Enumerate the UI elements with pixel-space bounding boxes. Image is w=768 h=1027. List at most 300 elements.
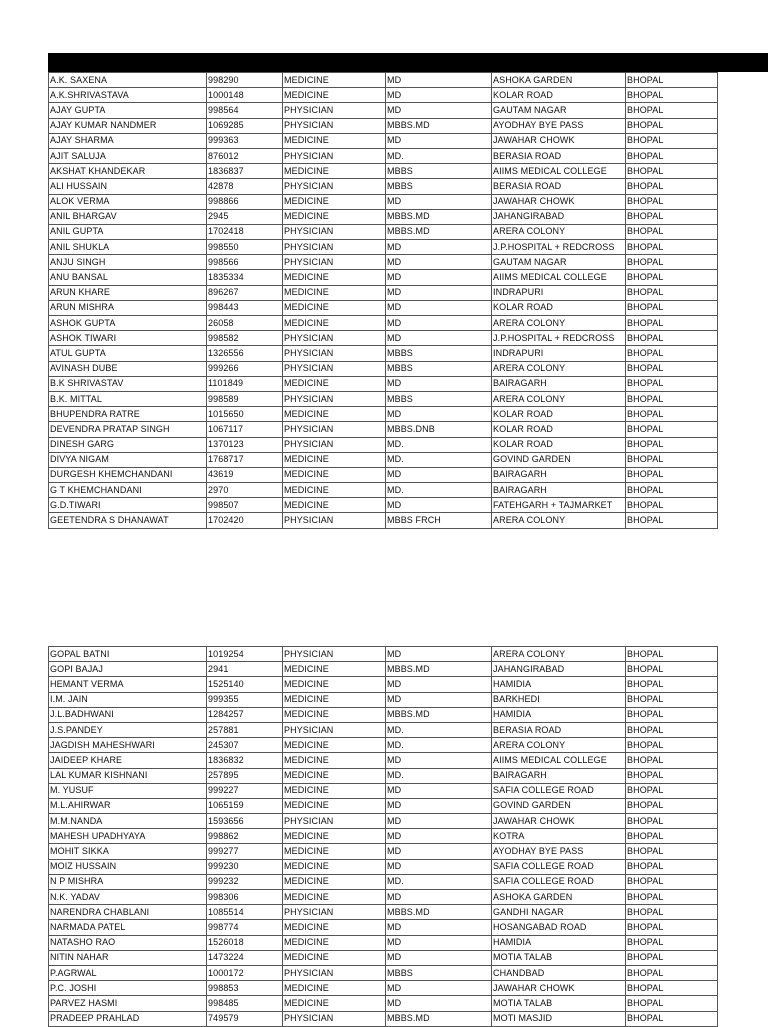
city-cell: BHOPAL	[626, 376, 718, 391]
doctor-name-cell: P.C. JOSHI	[49, 981, 207, 996]
doctor-name-cell: P.AGRWAL	[49, 965, 207, 980]
qualification-cell: MD	[386, 270, 492, 285]
qualification-cell: MD	[386, 647, 492, 662]
specialty-cell: MEDICINE	[283, 133, 386, 148]
city-cell: BHOPAL	[626, 890, 718, 905]
specialty-cell: MEDICINE	[283, 300, 386, 315]
specialty-cell: MEDICINE	[283, 88, 386, 103]
table-row	[49, 285, 718, 300]
doctor-name-cell: ATUL GUPTA	[49, 346, 207, 361]
specialty-cell: PHYSICIAN	[283, 722, 386, 737]
city-cell: BHOPAL	[626, 255, 718, 270]
address-cell: BERASIA ROAD	[492, 148, 626, 163]
address-cell: JAWAHAR CHOWK	[492, 133, 626, 148]
specialty-cell: PHYSICIAN	[283, 422, 386, 437]
registration-number-cell: 43619	[207, 467, 283, 482]
qualification-cell: MD.	[386, 722, 492, 737]
qualification-cell: MD.	[386, 874, 492, 889]
registration-number-cell: 749579	[207, 1011, 283, 1026]
specialty-cell: MEDICINE	[283, 920, 386, 935]
specialty-cell: MEDICINE	[283, 783, 386, 798]
qualification-cell: MD	[386, 498, 492, 513]
table-row	[49, 437, 718, 452]
registration-number-cell: 999363	[207, 133, 283, 148]
city-cell: BHOPAL	[626, 950, 718, 965]
address-cell: ARERA COLONY	[492, 316, 626, 331]
qualification-cell: MD	[386, 829, 492, 844]
city-cell: BHOPAL	[626, 753, 718, 768]
qualification-cell: MD	[386, 300, 492, 315]
specialty-cell: PHYSICIAN	[283, 331, 386, 346]
address-cell: SAFIA COLLEGE ROAD	[492, 859, 626, 874]
address-cell: AIIMS MEDICAL COLLEGE	[492, 270, 626, 285]
city-cell: BHOPAL	[626, 996, 718, 1011]
table-row	[49, 844, 718, 859]
doctor-name-cell: J.L.BADHWANI	[49, 707, 207, 722]
table-row	[49, 513, 718, 528]
qualification-cell: MBBS FRCH	[386, 513, 492, 528]
qualification-cell: MD.	[386, 483, 492, 498]
table-row	[49, 768, 718, 783]
table-row	[49, 331, 718, 346]
specialty-cell: MEDICINE	[283, 270, 386, 285]
qualification-cell: MD	[386, 316, 492, 331]
doctor-name-cell: GOPAL BATNI	[49, 647, 207, 662]
city-cell: BHOPAL	[626, 422, 718, 437]
city-cell: BHOPAL	[626, 73, 718, 88]
doctor-name-cell: G T KHEMCHANDANI	[49, 483, 207, 498]
registration-number-cell: 1836832	[207, 753, 283, 768]
table-row	[49, 407, 718, 422]
specialty-cell: MEDICINE	[283, 194, 386, 209]
registration-number-cell: 896267	[207, 285, 283, 300]
table-row	[49, 483, 718, 498]
address-cell: JAWAHAR CHOWK	[492, 194, 626, 209]
table-row	[49, 452, 718, 467]
table-row	[49, 270, 718, 285]
city-cell: BHOPAL	[626, 133, 718, 148]
qualification-cell: MD	[386, 255, 492, 270]
specialty-cell: MEDICINE	[283, 498, 386, 513]
specialty-cell: MEDICINE	[283, 677, 386, 692]
address-cell: ARERA COLONY	[492, 513, 626, 528]
table-row	[49, 209, 718, 224]
doctor-name-cell: J.S.PANDEY	[49, 722, 207, 737]
registration-number-cell: 1526018	[207, 935, 283, 950]
qualification-cell: MD	[386, 981, 492, 996]
table-row	[49, 722, 718, 737]
qualification-cell: MD	[386, 753, 492, 768]
city-cell: BHOPAL	[626, 920, 718, 935]
physician-table-2	[48, 646, 718, 1027]
address-cell: GAUTAM NAGAR	[492, 255, 626, 270]
table-row	[49, 240, 718, 255]
doctor-name-cell: AKSHAT KHANDEKAR	[49, 164, 207, 179]
city-cell: BHOPAL	[626, 707, 718, 722]
doctor-name-cell: HEMANT VERMA	[49, 677, 207, 692]
specialty-cell: MEDICINE	[283, 935, 386, 950]
specialty-cell: PHYSICIAN	[283, 513, 386, 528]
city-cell: BHOPAL	[626, 194, 718, 209]
address-cell: BAIRAGARH	[492, 768, 626, 783]
address-cell: JAHANGIRABAD	[492, 209, 626, 224]
registration-number-cell: 876012	[207, 148, 283, 163]
city-cell: BHOPAL	[626, 316, 718, 331]
qualification-cell: MD	[386, 407, 492, 422]
registration-number-cell: 1768717	[207, 452, 283, 467]
qualification-cell: MD	[386, 814, 492, 829]
specialty-cell: MEDICINE	[283, 890, 386, 905]
address-cell: GANDHI NAGAR	[492, 905, 626, 920]
doctor-name-cell: DIVYA NIGAM	[49, 452, 207, 467]
specialty-cell: MEDICINE	[283, 73, 386, 88]
city-cell: BHOPAL	[626, 662, 718, 677]
registration-number-cell: 998550	[207, 240, 283, 255]
doctor-name-cell: I.M. JAIN	[49, 692, 207, 707]
city-cell: BHOPAL	[626, 437, 718, 452]
city-cell: BHOPAL	[626, 467, 718, 482]
registration-number-cell: 998866	[207, 194, 283, 209]
address-cell: KOTRA	[492, 829, 626, 844]
registration-number-cell: 998862	[207, 829, 283, 844]
address-cell: CHANDBAD	[492, 965, 626, 980]
doctor-name-cell: NITIN NAHAR	[49, 950, 207, 965]
table-row	[49, 707, 718, 722]
address-cell: SAFIA COLLEGE ROAD	[492, 874, 626, 889]
qualification-cell: MD	[386, 798, 492, 813]
qualification-cell: MD	[386, 996, 492, 1011]
qualification-cell: MBBS.MD	[386, 662, 492, 677]
address-cell: FATEHGARH + TAJMARKET	[492, 498, 626, 513]
registration-number-cell: 1284257	[207, 707, 283, 722]
doctor-name-cell: N.K. YADAV	[49, 890, 207, 905]
registration-number-cell: 1065159	[207, 798, 283, 813]
registration-number-cell: 2970	[207, 483, 283, 498]
doctor-name-cell: LAL KUMAR KISHNANI	[49, 768, 207, 783]
specialty-cell: MEDICINE	[283, 376, 386, 391]
doctor-name-cell: DEVENDRA PRATAP SINGH	[49, 422, 207, 437]
registration-number-cell: 999266	[207, 361, 283, 376]
city-cell: BHOPAL	[626, 844, 718, 859]
registration-number-cell: 998443	[207, 300, 283, 315]
table-row	[49, 255, 718, 270]
address-cell: HAMIDIA	[492, 707, 626, 722]
specialty-cell: PHYSICIAN	[283, 224, 386, 239]
specialty-cell: PHYSICIAN	[283, 103, 386, 118]
doctor-name-cell: M.L.AHIRWAR	[49, 798, 207, 813]
table-row	[49, 346, 718, 361]
qualification-cell: MD	[386, 677, 492, 692]
registration-number-cell: 998290	[207, 73, 283, 88]
doctor-name-cell: BHUPENDRA RATRE	[49, 407, 207, 422]
address-cell: ARERA COLONY	[492, 224, 626, 239]
registration-number-cell: 1000148	[207, 88, 283, 103]
city-cell: BHOPAL	[626, 513, 718, 528]
address-cell: AYODHAY BYE PASS	[492, 844, 626, 859]
registration-number-cell: 998564	[207, 103, 283, 118]
city-cell: BHOPAL	[626, 677, 718, 692]
specialty-cell: MEDICINE	[283, 483, 386, 498]
city-cell: BHOPAL	[626, 391, 718, 406]
table-row	[49, 133, 718, 148]
registration-number-cell: 1593656	[207, 814, 283, 829]
specialty-cell: PHYSICIAN	[283, 814, 386, 829]
table-row	[49, 920, 718, 935]
table-row	[49, 753, 718, 768]
table-row	[49, 677, 718, 692]
registration-number-cell: 257895	[207, 768, 283, 783]
qualification-cell: MBBS	[386, 361, 492, 376]
qualification-cell: MD.	[386, 768, 492, 783]
address-cell: KOLAR ROAD	[492, 422, 626, 437]
qualification-cell: MBBS.MD	[386, 707, 492, 722]
registration-number-cell: 1085514	[207, 905, 283, 920]
address-cell: ARERA COLONY	[492, 391, 626, 406]
doctor-name-cell: DURGESH KHEMCHANDANI	[49, 467, 207, 482]
city-cell: BHOPAL	[626, 483, 718, 498]
specialty-cell: PHYSICIAN	[283, 240, 386, 255]
city-cell: BHOPAL	[626, 738, 718, 753]
doctor-name-cell: ASHOK GUPTA	[49, 316, 207, 331]
doctor-name-cell: AJAY GUPTA	[49, 103, 207, 118]
registration-number-cell: 245307	[207, 738, 283, 753]
doctor-name-cell: G.D.TIWARI	[49, 498, 207, 513]
address-cell: BAIRAGARH	[492, 467, 626, 482]
registration-number-cell: 998507	[207, 498, 283, 513]
qualification-cell: MBBS.MD	[386, 905, 492, 920]
qualification-cell: MBBS	[386, 965, 492, 980]
table-row	[49, 859, 718, 874]
doctor-name-cell: ALI HUSSAIN	[49, 179, 207, 194]
table-row	[49, 148, 718, 163]
address-cell: HAMIDIA	[492, 677, 626, 692]
city-cell: BHOPAL	[626, 1011, 718, 1026]
doctor-name-cell: AVINASH DUBE	[49, 361, 207, 376]
table-row	[49, 422, 718, 437]
specialty-cell: PHYSICIAN	[283, 391, 386, 406]
doctor-name-cell: ARUN MISHRA	[49, 300, 207, 315]
qualification-cell: MD.	[386, 437, 492, 452]
doctor-name-cell: A.K. SAXENA	[49, 73, 207, 88]
city-cell: BHOPAL	[626, 103, 718, 118]
city-cell: BHOPAL	[626, 452, 718, 467]
doctor-name-cell: ALOK VERMA	[49, 194, 207, 209]
specialty-cell: MEDICINE	[283, 467, 386, 482]
specialty-cell: MEDICINE	[283, 452, 386, 467]
table-row	[49, 361, 718, 376]
city-cell: BHOPAL	[626, 179, 718, 194]
city-cell: BHOPAL	[626, 692, 718, 707]
registration-number-cell: 1525140	[207, 677, 283, 692]
doctor-name-cell: ANIL GUPTA	[49, 224, 207, 239]
specialty-cell: PHYSICIAN	[283, 148, 386, 163]
table-row	[49, 662, 718, 677]
specialty-cell: PHYSICIAN	[283, 361, 386, 376]
city-cell: BHOPAL	[626, 647, 718, 662]
specialty-cell: MEDICINE	[283, 316, 386, 331]
specialty-cell: MEDICINE	[283, 996, 386, 1011]
registration-number-cell: 26058	[207, 316, 283, 331]
qualification-cell: MBBS.MD	[386, 118, 492, 133]
address-cell: JAWAHAR CHOWK	[492, 814, 626, 829]
doctor-name-cell: AJAY SHARMA	[49, 133, 207, 148]
table-row	[49, 798, 718, 813]
doctor-name-cell: PRADEEP PRAHLAD	[49, 1011, 207, 1026]
specialty-cell: PHYSICIAN	[283, 905, 386, 920]
registration-number-cell: 998306	[207, 890, 283, 905]
table-row	[49, 965, 718, 980]
qualification-cell: MD	[386, 73, 492, 88]
doctor-name-cell: ASHOK TIWARI	[49, 331, 207, 346]
registration-number-cell: 998774	[207, 920, 283, 935]
qualification-cell: MBBS	[386, 179, 492, 194]
city-cell: BHOPAL	[626, 300, 718, 315]
city-cell: BHOPAL	[626, 798, 718, 813]
address-cell: GOVIND GARDEN	[492, 452, 626, 467]
registration-number-cell: 999230	[207, 859, 283, 874]
qualification-cell: MD	[386, 844, 492, 859]
address-cell: BAIRAGARH	[492, 376, 626, 391]
registration-number-cell: 998589	[207, 391, 283, 406]
doctor-name-cell: NATASHO RAO	[49, 935, 207, 950]
specialty-cell: MEDICINE	[283, 738, 386, 753]
address-cell: SAFIA COLLEGE ROAD	[492, 783, 626, 798]
registration-number-cell: 1000172	[207, 965, 283, 980]
city-cell: BHOPAL	[626, 224, 718, 239]
registration-number-cell: 998582	[207, 331, 283, 346]
specialty-cell: PHYSICIAN	[283, 437, 386, 452]
doctor-name-cell: M. YUSUF	[49, 783, 207, 798]
doctor-name-cell: NARMADA PATEL	[49, 920, 207, 935]
doctor-name-cell: ANJU SINGH	[49, 255, 207, 270]
address-cell: J.P.HOSPITAL + REDCROSS	[492, 240, 626, 255]
city-cell: BHOPAL	[626, 164, 718, 179]
city-cell: BHOPAL	[626, 981, 718, 996]
registration-number-cell: 1473224	[207, 950, 283, 965]
doctor-name-cell: PARVEZ HASMI	[49, 996, 207, 1011]
address-cell: KOLAR ROAD	[492, 88, 626, 103]
specialty-cell: MEDICINE	[283, 859, 386, 874]
qualification-cell: MD	[386, 331, 492, 346]
qualification-cell: MD	[386, 783, 492, 798]
registration-number-cell: 42878	[207, 179, 283, 194]
city-cell: BHOPAL	[626, 118, 718, 133]
registration-number-cell: 998485	[207, 996, 283, 1011]
address-cell: BERASIA ROAD	[492, 179, 626, 194]
specialty-cell: MEDICINE	[283, 407, 386, 422]
table-row	[49, 376, 718, 391]
doctor-name-cell: JAGDISH MAHESHWARI	[49, 738, 207, 753]
table-row	[49, 692, 718, 707]
table-row	[49, 316, 718, 331]
qualification-cell: MBBS.MD	[386, 224, 492, 239]
doctor-name-cell: GOPI BAJAJ	[49, 662, 207, 677]
qualification-cell: MD	[386, 88, 492, 103]
doctor-name-cell: MOHIT SIKKA	[49, 844, 207, 859]
address-cell: KOLAR ROAD	[492, 300, 626, 315]
qualification-cell: MD	[386, 890, 492, 905]
qualification-cell: MD	[386, 194, 492, 209]
qualification-cell: MBBS.MD	[386, 1011, 492, 1026]
qualification-cell: MD	[386, 935, 492, 950]
table-row	[49, 783, 718, 798]
address-cell: GOVIND GARDEN	[492, 798, 626, 813]
registration-number-cell: 1326556	[207, 346, 283, 361]
specialty-cell: PHYSICIAN	[283, 647, 386, 662]
qualification-cell: MD.	[386, 452, 492, 467]
city-cell: BHOPAL	[626, 859, 718, 874]
table-row	[49, 950, 718, 965]
table-row	[49, 103, 718, 118]
address-cell: BERASIA ROAD	[492, 722, 626, 737]
city-cell: BHOPAL	[626, 209, 718, 224]
address-cell: J.P.HOSPITAL + REDCROSS	[492, 331, 626, 346]
specialty-cell: MEDICINE	[283, 950, 386, 965]
specialty-cell: MEDICINE	[283, 209, 386, 224]
doctor-name-cell: MOIZ HUSSAIN	[49, 859, 207, 874]
doctor-name-cell: DINESH GARG	[49, 437, 207, 452]
address-cell: JAHANGIRABAD	[492, 662, 626, 677]
registration-number-cell: 998853	[207, 981, 283, 996]
doctor-name-cell: ANU BANSAL	[49, 270, 207, 285]
table-row	[49, 981, 718, 996]
registration-number-cell: 1702420	[207, 513, 283, 528]
table-row	[49, 467, 718, 482]
city-cell: BHOPAL	[626, 814, 718, 829]
specialty-cell: PHYSICIAN	[283, 179, 386, 194]
city-cell: BHOPAL	[626, 270, 718, 285]
doctor-name-cell: B.K SHRIVASTAV	[49, 376, 207, 391]
qualification-cell: MD	[386, 859, 492, 874]
address-cell: KOLAR ROAD	[492, 437, 626, 452]
specialty-cell: PHYSICIAN	[283, 346, 386, 361]
address-cell: INDRAPURI	[492, 346, 626, 361]
registration-number-cell: 1019254	[207, 647, 283, 662]
address-cell: ASHOKA GARDEN	[492, 73, 626, 88]
address-cell: HAMIDIA	[492, 935, 626, 950]
qualification-cell: MD	[386, 376, 492, 391]
city-cell: BHOPAL	[626, 935, 718, 950]
qualification-cell: MD	[386, 950, 492, 965]
city-cell: BHOPAL	[626, 905, 718, 920]
specialty-cell: PHYSICIAN	[283, 118, 386, 133]
registration-number-cell: 999355	[207, 692, 283, 707]
doctor-name-cell: ANIL BHARGAV	[49, 209, 207, 224]
address-cell: ARERA COLONY	[492, 738, 626, 753]
qualification-cell: MD	[386, 103, 492, 118]
doctor-name-cell: AJIT SALUJA	[49, 148, 207, 163]
city-cell: BHOPAL	[626, 331, 718, 346]
doctor-name-cell: A.K.SHRIVASTAVA	[49, 88, 207, 103]
table-row	[49, 194, 718, 209]
city-cell: BHOPAL	[626, 285, 718, 300]
address-cell: AIIMS MEDICAL COLLEGE	[492, 164, 626, 179]
registration-number-cell: 1835334	[207, 270, 283, 285]
table-row	[49, 829, 718, 844]
table-row	[49, 647, 718, 662]
city-cell: BHOPAL	[626, 88, 718, 103]
registration-number-cell: 1836837	[207, 164, 283, 179]
address-cell: ASHOKA GARDEN	[492, 890, 626, 905]
doctor-name-cell: M.M.NANDA	[49, 814, 207, 829]
registration-number-cell: 2945	[207, 209, 283, 224]
table-row	[49, 224, 718, 239]
address-cell: INDRAPURI	[492, 285, 626, 300]
registration-number-cell: 1101849	[207, 376, 283, 391]
registration-number-cell: 999232	[207, 874, 283, 889]
qualification-cell: MD	[386, 692, 492, 707]
registration-number-cell: 1702418	[207, 224, 283, 239]
